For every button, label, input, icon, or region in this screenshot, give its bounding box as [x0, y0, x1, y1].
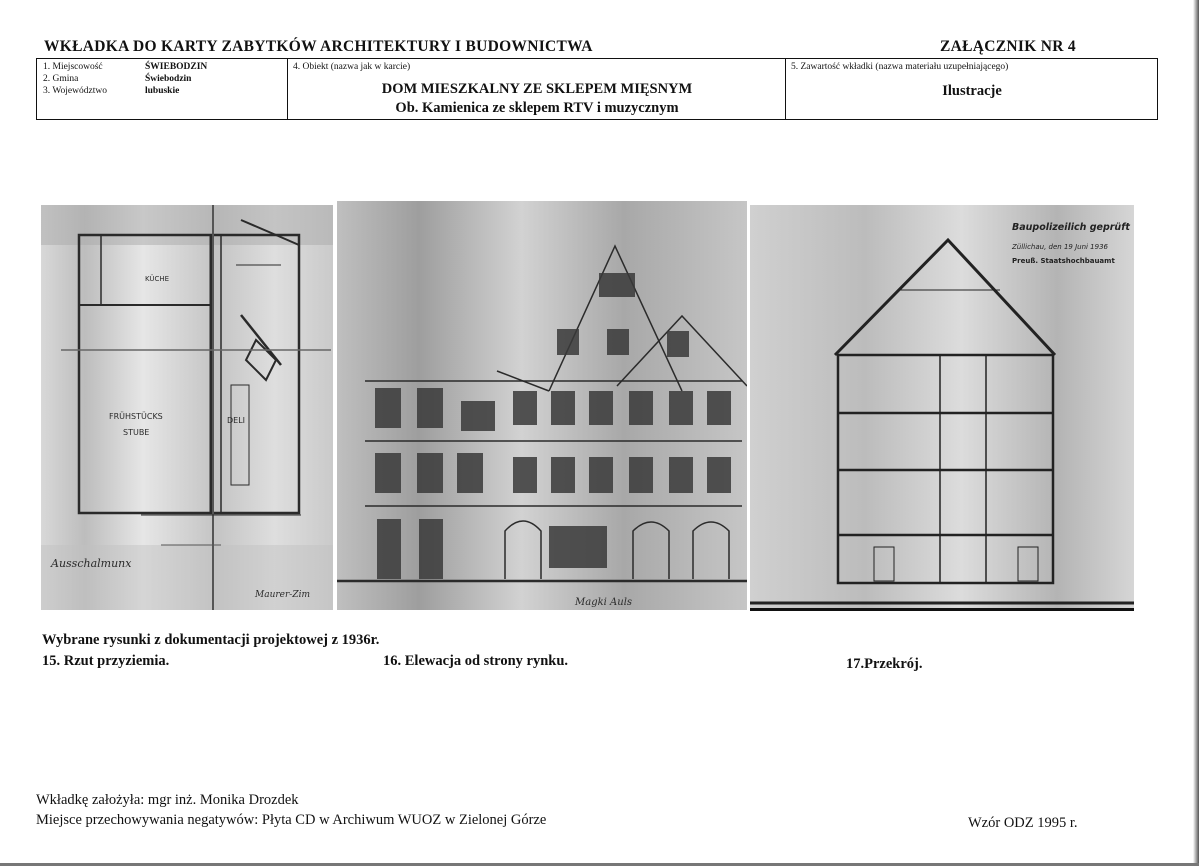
plan-label-deli: DELI [227, 416, 246, 425]
footer-author: Wkładkę założyła: mgr inż. Monika Drozdek [36, 792, 299, 808]
plan-label-kueche: KÜCHE [145, 275, 170, 283]
floor-plan-drawing [41, 205, 333, 610]
caption-fig-17: 17.Przekrój. [846, 656, 923, 672]
object-name: DOM MIESZKALNY ZE SKLEPEM MIĘSNYM [381, 81, 693, 97]
attachment-number: ZAŁĄCZNIK NR 4 [940, 38, 1076, 55]
contents-label: 5. Zawartość wkładki (nazwa materiału uzupełniającego) [791, 62, 1009, 72]
section-stamp-3: Preuß. Staatshochbauamt [1012, 257, 1115, 265]
caption-fig-16: 16. Elewacja od strony rynku. [383, 653, 569, 669]
object-label: 4. Obiekt (nazwa jak w karcie) [293, 62, 411, 72]
locality-value: ŚWIEBODZIN [145, 62, 208, 72]
section-base-line [750, 608, 1134, 611]
footer-negatives: Miejsce przechowywania negatywów: Płyta CD w Archiwum WUOZ w Zielonej Górze [36, 812, 547, 828]
plan-label-stube: STUBE [123, 428, 150, 437]
table-divider [287, 59, 288, 119]
drawings-caption-intro: Wybrane rysunki z dokumentacji projektowej z 1936r. [42, 632, 380, 648]
section-drawing [750, 205, 1134, 608]
contents-value: Ilustracje [942, 83, 1002, 99]
plan-signature: Ausschalmunx [51, 557, 132, 570]
section-stamp-1: Baupolizeilich geprüft [1012, 222, 1130, 233]
plan-label-fruehstueck: FRÜHSTÜCKS [109, 412, 163, 421]
object-subtitle: Ob. Kamienica ze sklepem RTV i muzycznym [395, 100, 679, 116]
commune-value: Świebodzin [145, 74, 192, 84]
elevation-drawing [337, 201, 747, 610]
elevation-signature: Magki Auls [575, 597, 633, 608]
page-edge-shadow [1193, 0, 1199, 866]
footer-template: Wzór ODZ 1995 r. [968, 815, 1078, 831]
plan-signature-2: Maurer-Zim [255, 590, 311, 600]
info-table [36, 58, 1158, 120]
caption-fig-15: 15. Rzut przyziemia. [42, 653, 170, 669]
card-title: WKŁADKA DO KARTY ZABYTKÓW ARCHITEKTURY I BUDOWNICTWA [44, 38, 593, 55]
table-divider [785, 59, 786, 119]
commune-label: 2. Gmina [43, 74, 79, 84]
voivodeship-label: 3. Województwo [43, 86, 107, 96]
voivodeship-value: lubuskie [145, 86, 180, 96]
section-stamp-2: Züllichau, den 19 Juni 1936 [1012, 243, 1108, 251]
locality-label: 1. Miejscowość [43, 62, 103, 72]
